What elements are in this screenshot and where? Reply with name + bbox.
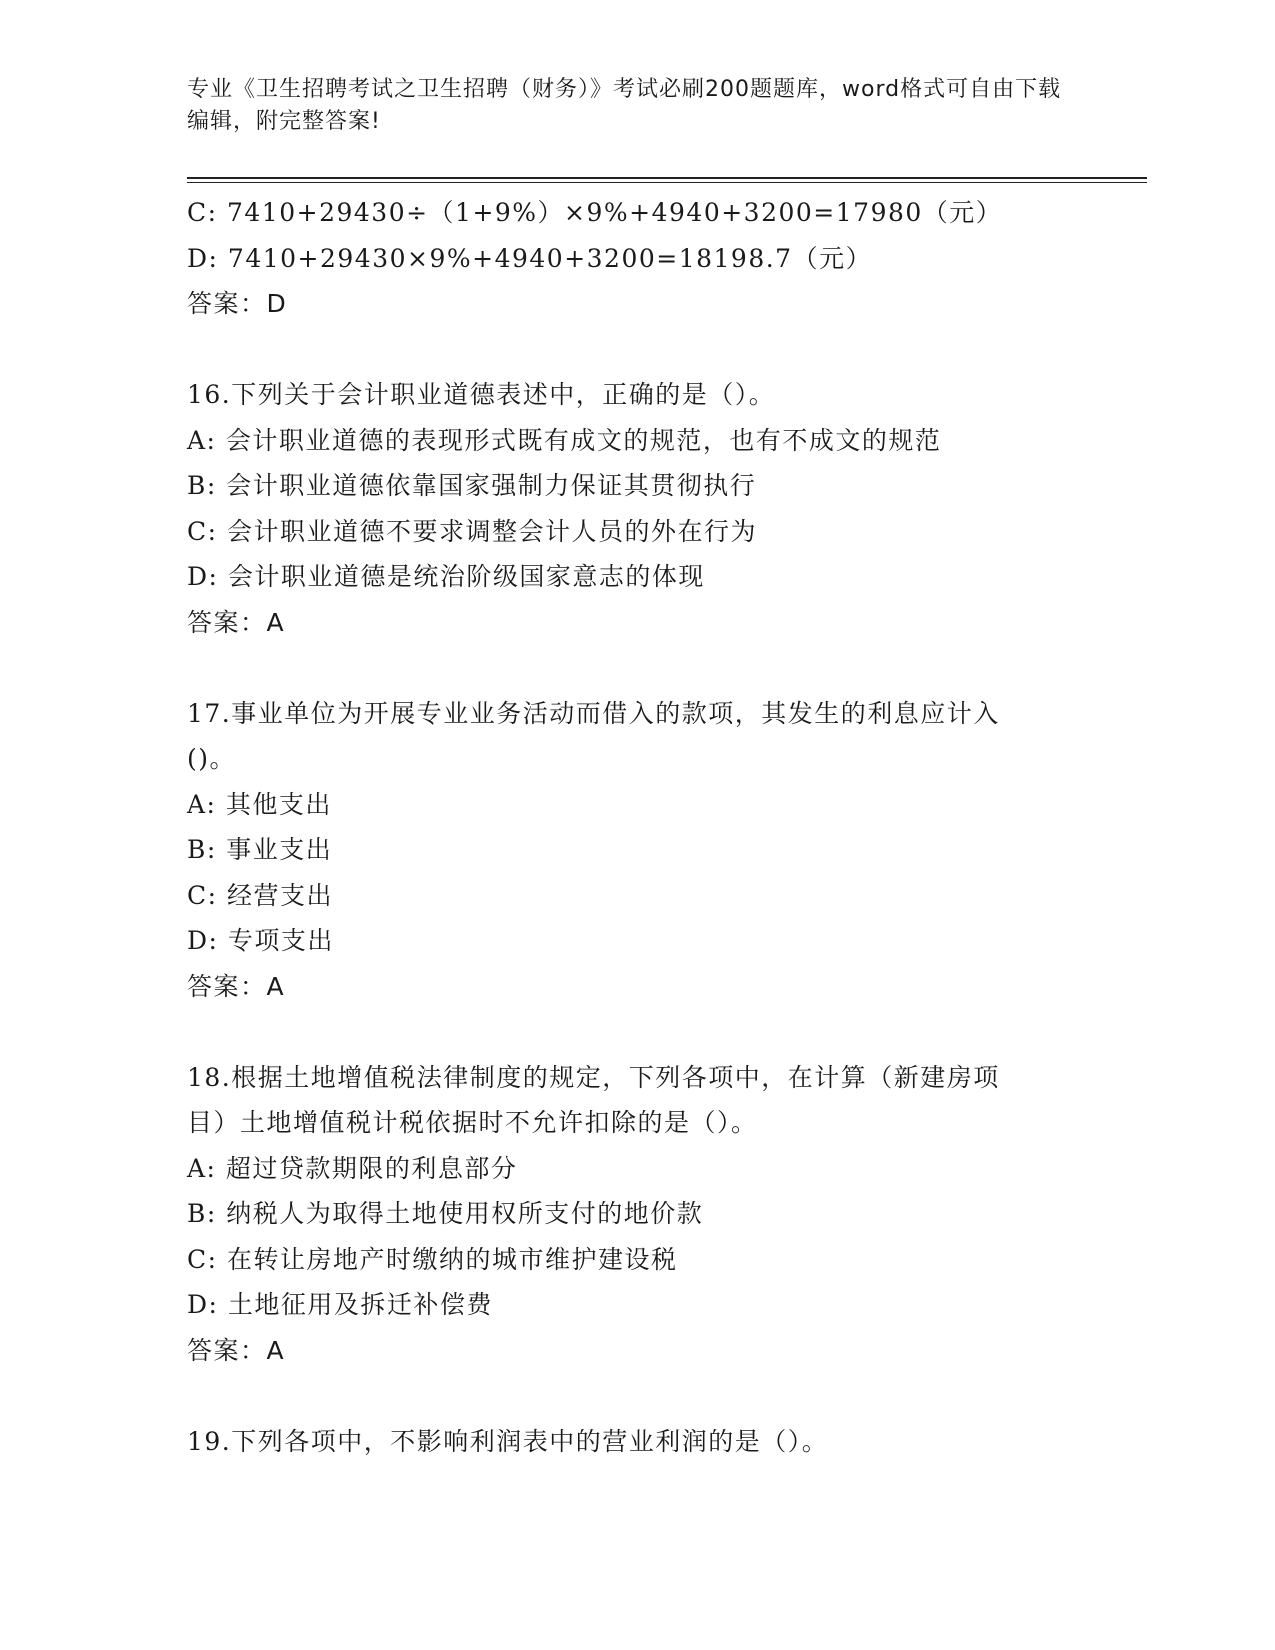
q18-question-line1: 18.根据土地增值税法律制度的规定，下列各项中，在计算（新建房项 xyxy=(187,1062,1000,1092)
q15-option-c: C: 7410+29430÷（1+9%）×9%+4940+3200=17980（元） xyxy=(187,198,1003,227)
q18-option-c: C: 在转让房地产时缴纳的城市维护建设税 xyxy=(187,1244,678,1274)
document-header xyxy=(187,74,1067,138)
question-15-block xyxy=(187,190,1087,327)
q17-option-b: B: 事业支出 xyxy=(187,835,333,864)
q18-option-d: D: 土地征用及拆迁补偿费 xyxy=(187,1290,493,1319)
q15-answer: 答案：D xyxy=(187,289,288,318)
q18-question-line2: 目）土地增值税计税依据时不允许扣除的是（）。 xyxy=(187,1108,758,1137)
header-divider-thick xyxy=(187,177,1147,179)
question-16-block xyxy=(187,372,1087,645)
header-title: 专业《卫生招聘考试之卫生招聘（财务）》考试必刷200题题库，word格式可自由下载编辑，附完整答案! xyxy=(187,77,1062,134)
q17-option-c: C: 经营支出 xyxy=(187,880,333,910)
question-19-block xyxy=(187,1419,1087,1465)
q17-answer: 答案：A xyxy=(187,971,286,1001)
q17-option-d: D: 专项支出 xyxy=(187,926,334,955)
q18-answer: 答案：A xyxy=(187,1335,286,1365)
q16-option-c: C: 会计职业道德不要求调整会计人员的外在行为 xyxy=(187,516,757,546)
q16-question: 16.下列关于会计职业道德表述中，正确的是（）。 xyxy=(187,380,776,409)
q17-question-line1: 17.事业单位为开展专业业务活动而借入的款项，其发生的利息应计入 xyxy=(187,698,1000,728)
q15-option-d: D: 7410+29430×9%+4940+3200=18198.7（元） xyxy=(187,243,873,273)
q18-option-b: B: 纳税人为取得土地使用权所支付的地价款 xyxy=(187,1199,704,1228)
q16-option-a: A: 会计职业道德的表现形式既有成文的规范，也有不成文的规范 xyxy=(187,425,942,455)
question-18-block xyxy=(187,1055,1087,1374)
q17-question-line2: ()。 xyxy=(187,744,237,773)
q19-question: 19.下列各项中，不影响利润表中的营业利润的是（）。 xyxy=(187,1426,829,1456)
q16-option-d: D: 会计职业道德是统治阶级国家意志的体现 xyxy=(187,562,705,591)
q16-answer: 答案：A xyxy=(187,607,286,637)
q18-option-a: A: 超过贷款期限的利息部分 xyxy=(187,1153,518,1183)
q16-option-b: B: 会计职业道德依靠国家强制力保证其贯彻执行 xyxy=(187,471,757,500)
header-divider-thin xyxy=(187,182,1147,183)
question-17-block xyxy=(187,691,1087,1010)
question-list xyxy=(187,190,1087,1464)
q17-option-a: A: 其他支出 xyxy=(187,789,332,819)
